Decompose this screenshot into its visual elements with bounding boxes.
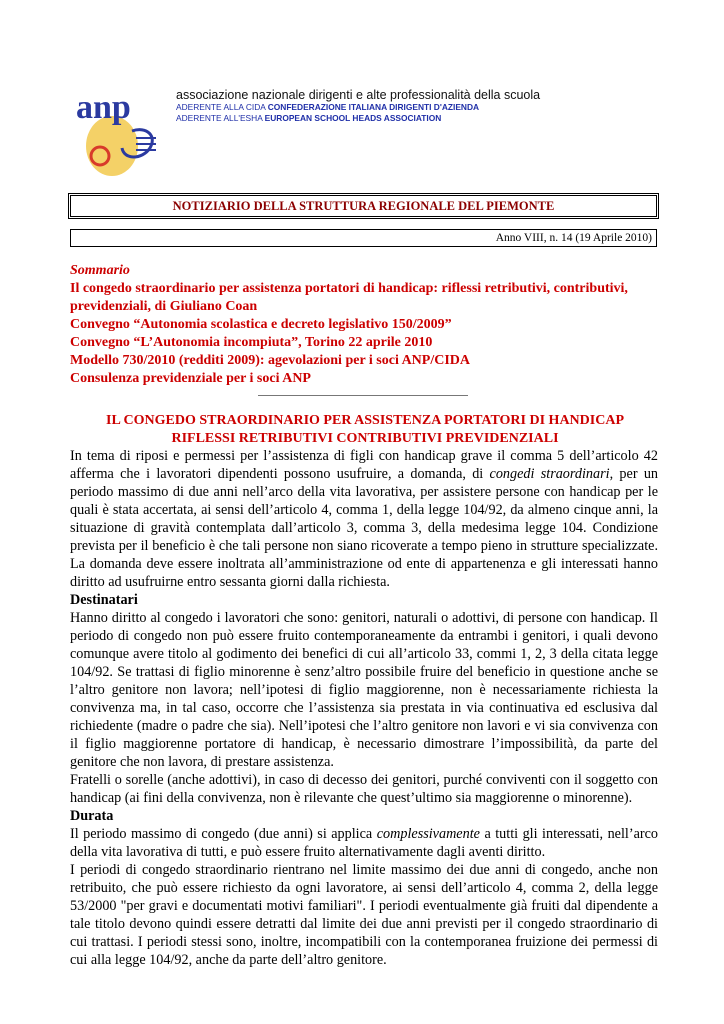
newsletter-title: NOTIZIARIO DELLA STRUTTURA REGIONALE DEL PIEMONTE <box>70 195 657 217</box>
summary <box>70 262 660 388</box>
heading-destinatari: Destinatari <box>70 592 138 608</box>
summary-item: Modello 730/2010 (redditi 2009): agevolazioni per i soci ANP/CIDA <box>70 353 471 368</box>
association-header <box>176 88 540 124</box>
destinatari-paragraph: Hanno diritto al congedo i lavoratori che sono: genitori, naturali o adottivi, di persone con handicap. Il periodo di congedo non può essere fruito contemporaneamente da entrambi i genitori, i quali devono comunque avere titolo al godimento dei benefici di cui all’articolo 33, commi 1, 2, 3 della citata legge 104/92. Se trattasi di figlio minorenne è senz’altro possibile fruire del beneficio in questione anche se l’altro genitore non lavora; nell’ipotesi di figlio maggiorenne, non è necessariamente richiesta la convivenza ma, in tal caso, occorre che l’assistenza sia prestata in via continuativa ed esclusiva dal richiedente (madre o padre che sia). Nell’ipotesi che l’altro genitore non lavori e vi sia convivenza con il figlio maggiorenne portatore di handicap, è necessario dimostrare l’impossibilità, da parte del genitore che non lavora, di prestare assistenza. <box>70 610 658 770</box>
durata-paragraph: I periodi di congedo straordinario rientrano nel limite massimo dei due anni di congedo, anche non retribuito, che può essere richiesto da ogni lavoratore, ai sensi dell’articolo 4, comma 2, della legge 53/2000 "per gravi e documentati motivi familiari". I periodi eventualmente già fruiti dal dipendente a tale titolo devono quindi essere detratti dal limite dei due anni previsti per il congedo straordinario di cui trattasi. I periodi stessi sono, inoltre, incompatibili con la contemporanea fruizione dei permessi di cui alla legge 104/92, anche da parte dell’altro genitore. <box>70 862 658 968</box>
destinatari-paragraph: Fratelli o sorelle (anche adottivi), in caso di decesso dei genitori, purché conviventi con il soggetto con handicap (ai fini della convivenza, non è rilevante che quest’ultimo sia maggiorenne o minorenne). <box>70 772 658 806</box>
article-title: IL CONGEDO STRAORDINARIO PER ASSISTENZA PORTATORI DI HANDICAP RIFLESSI RETRIBUTIVI CONTRIBUTIVI PREVIDENZIALI <box>106 413 624 446</box>
durata-paragraph: Il periodo massimo di congedo (due anni) si applica complessivamente a tutti gli interessati, nell’arco della vita lavorativa di tutti, e può essere fruito alternativamente dagli aventi diritto. <box>70 826 658 860</box>
summary-item: Convegno “L’Autonomia incompiuta”, Torino 22 aprile 2010 <box>70 335 433 350</box>
summary-heading: Sommario <box>70 263 130 278</box>
summary-item: Il congedo straordinario per assistenza portatori di handicap: riflessi retributivi, contributivi, previdenziali, di Giuliano Coan <box>70 281 628 314</box>
issue-info: Anno VIII, n. 14 (19 Aprile 2010) <box>70 229 657 247</box>
svg-text:anp: anp <box>76 89 131 126</box>
anp-logo <box>72 76 164 176</box>
esha-line: ADERENTE ALL'ESHA EUROPEAN SCHOOL HEADS ASSOCIATION <box>176 113 442 123</box>
cida-line: ADERENTE ALLA CIDA CONFEDERAZIONE ITALIANA DIRIGENTI D'AZIENDA <box>176 102 480 112</box>
summary-item: Consulenza previdenziale per i soci ANP <box>70 371 311 386</box>
article-body <box>70 447 658 969</box>
summary-item: Convegno “Autonomia scolastica e decreto legislativo 150/2009” <box>70 317 452 332</box>
separator-rule <box>258 395 468 396</box>
heading-durata: Durata <box>70 808 114 824</box>
association-name: associazione nazionale dirigenti e alte professionalità della scuola <box>176 88 541 102</box>
intro-paragraph: In tema di riposi e permessi per l’assistenza di figli con handicap grave il comma 5 dell’articolo 42 afferma che i lavoratori dipendenti possono usufruire, a domanda, di congedi straordinari, per un periodo massimo di due anni nell’arco della vita lavorativa, per assistere persone con handicap per le quali è stata accertata, ai sensi dell’articolo 4, comma 1, della legge 104/92, da almeno cinque anni, la situazione di gravità contemplata dall’articolo 3, comma 3, della medesima legge 104. Condizione prevista per il beneficio è che tali persone non siano ricoverate a tempo pieno in strutture specializzate. La domanda deve essere inoltrata all’amministrazione od ente di appartenenza e gli interessati hanno diritto ad usufruirne entro sessanta giorni dalla richiesta. <box>70 448 659 590</box>
